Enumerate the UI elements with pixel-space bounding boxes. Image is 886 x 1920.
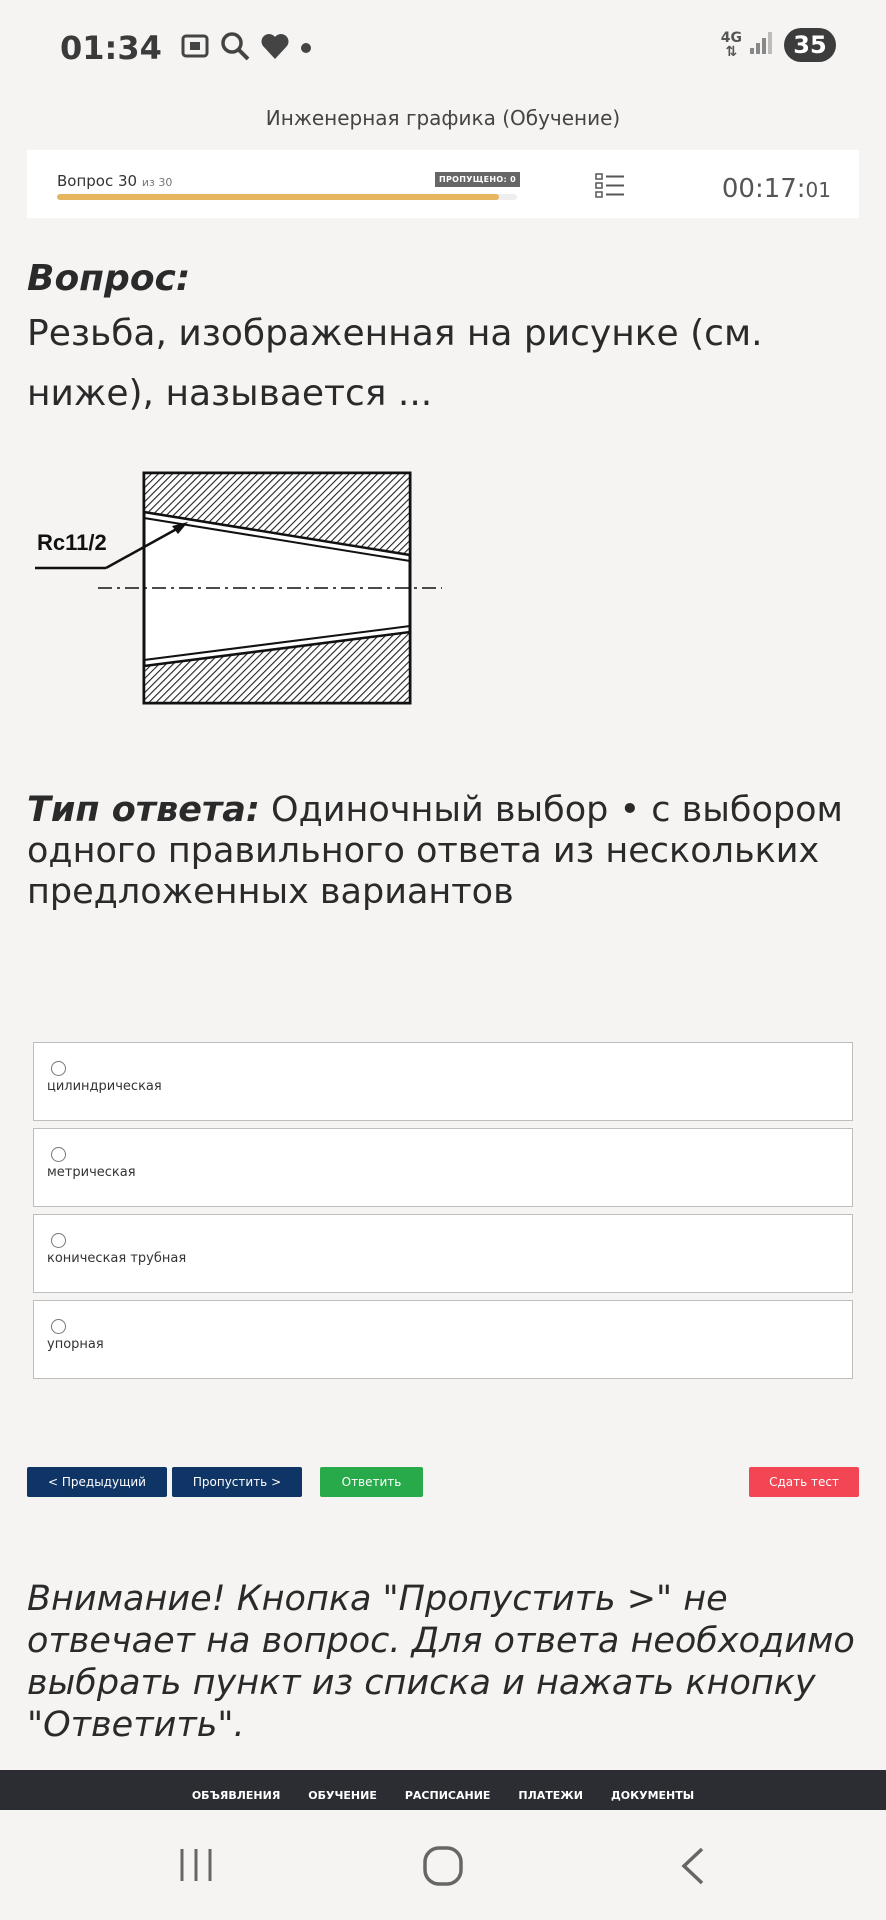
answer-option[interactable] [33, 1128, 853, 1207]
skipped-badge: ПРОПУЩЕНО: 0 [435, 172, 520, 187]
question-list-icon[interactable] [595, 172, 625, 204]
answer-options [33, 1042, 853, 1386]
timer: 00:17:01 [721, 174, 831, 204]
footer-nav [0, 1770, 886, 1810]
home-icon[interactable] [422, 1845, 464, 1891]
answer-button[interactable]: Ответить [320, 1467, 423, 1497]
figure-label: Rc11/2 [37, 530, 107, 555]
answer-option[interactable] [33, 1300, 853, 1379]
option-label: метрическая [47, 1165, 136, 1180]
app-title: Инженерная графика (Обучение) [265, 106, 621, 130]
radio-button[interactable] [51, 1233, 66, 1248]
answer-type-label: Тип ответа: [27, 790, 260, 830]
status-bar [0, 0, 886, 96]
heart-icon [260, 32, 290, 64]
option-label: упорная [47, 1337, 104, 1352]
thread-figure [30, 460, 450, 724]
answer-option[interactable] [33, 1214, 853, 1293]
recent-apps-icon[interactable] [176, 1845, 216, 1889]
previous-button[interactable]: < Предыдущий [27, 1467, 167, 1497]
answer-type-value: Одиночный выбор • с выбором одного правильного ответа из нескольких предложенных вариантов [27, 790, 843, 912]
option-label: цилиндрическая [47, 1079, 162, 1094]
network-indicator: 4G ⇅ [720, 30, 742, 60]
progress-card [27, 150, 859, 218]
radio-button[interactable] [51, 1061, 66, 1076]
footer-link-learning[interactable]: ОБУЧЕНИЕ [308, 1788, 377, 1802]
radio-button[interactable] [51, 1319, 66, 1334]
search-icon [220, 31, 250, 65]
answer-type [27, 790, 867, 913]
answer-option[interactable] [33, 1042, 853, 1121]
footer-link-documents[interactable]: ДОКУМЕНТЫ [610, 1788, 695, 1802]
battery-indicator: 35 [784, 28, 836, 62]
signal-icon [750, 32, 774, 58]
question-text: Резьба, изображенная на рисунке (см. ниже), называется ... [27, 313, 763, 414]
radio-button[interactable] [51, 1147, 66, 1162]
system-nav-bar [0, 1810, 886, 1920]
question-counter: Вопрос 30 из 30 [57, 172, 173, 190]
progress-bar [57, 194, 517, 200]
warning-text: Внимание! Кнопка "Пропустить >" не отвечает на вопрос. Для ответа необходимо выбрать пункт из списка и нажать кнопку "Ответить". [27, 1579, 855, 1745]
status-time: 01:34 [60, 29, 162, 67]
progress-bar-fill [57, 194, 499, 200]
footer-link-schedule[interactable]: РАСПИСАНИЕ [404, 1788, 491, 1802]
question-heading: Вопрос: [27, 258, 191, 299]
dot-icon [300, 39, 312, 58]
skip-button[interactable]: Пропустить > [172, 1467, 302, 1497]
screenshot-icon [180, 32, 210, 64]
footer-link-payments[interactable]: ПЛАТЕЖИ [518, 1788, 583, 1802]
option-label: коническая трубная [47, 1251, 187, 1266]
footer-link-announcements[interactable]: ОБЪЯВЛЕНИЯ [191, 1788, 281, 1802]
back-icon[interactable] [678, 1845, 708, 1891]
submit-test-button[interactable]: Сдать тест [749, 1467, 859, 1497]
